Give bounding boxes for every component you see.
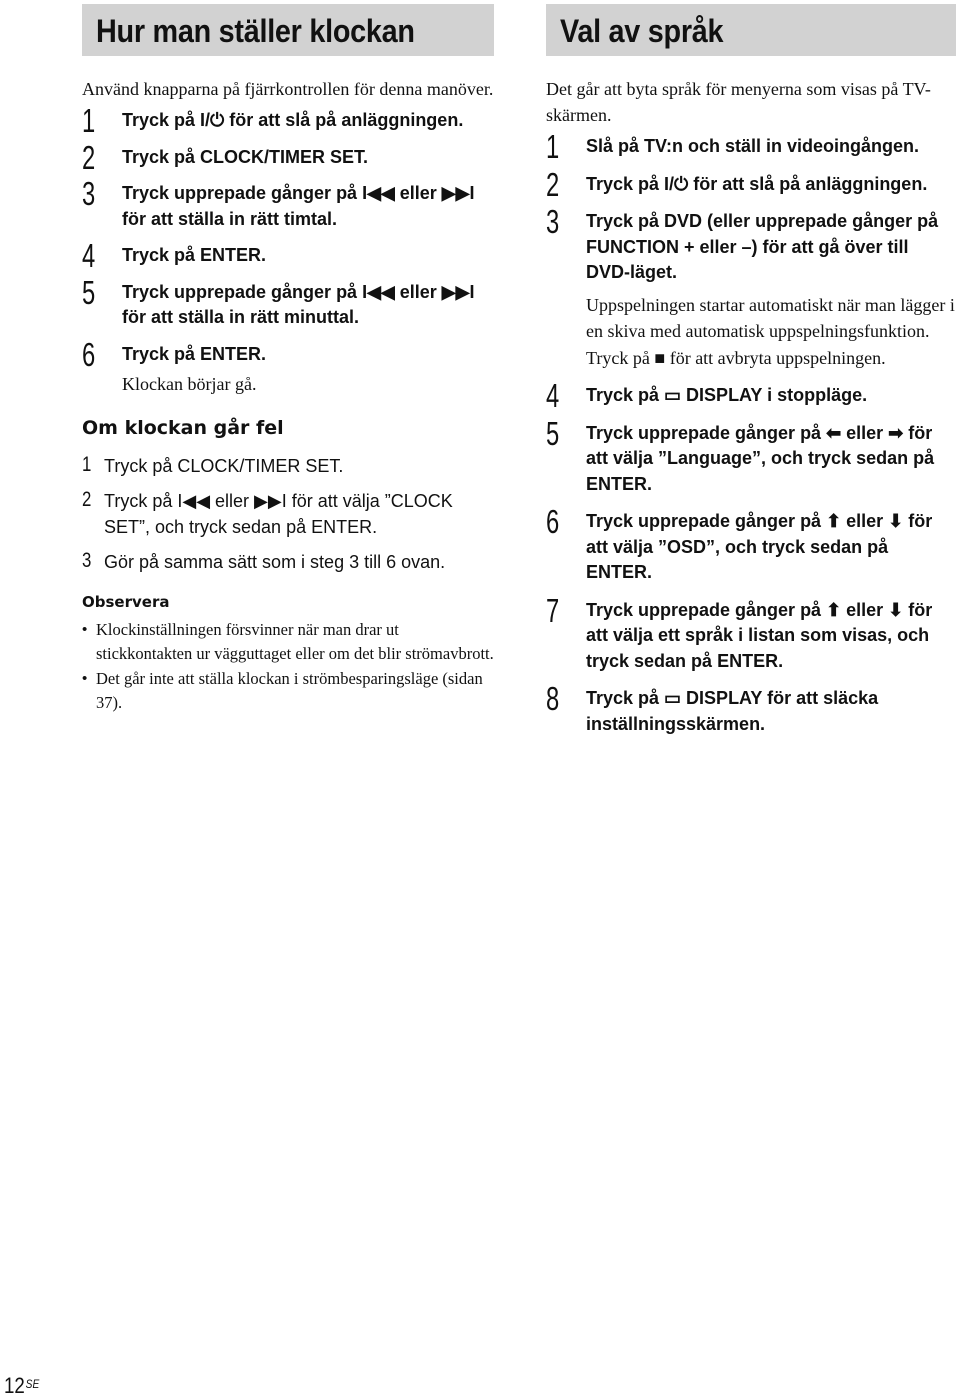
clock-step <box>82 102 494 139</box>
language-step <box>546 680 956 737</box>
step-text: Tryck på CLOCK/TIMER SET. <box>122 146 369 167</box>
step-number: 2 <box>546 165 560 203</box>
clock-step <box>82 237 494 274</box>
step-text: Tryck upprepade gånger på I◀◀ eller ▶▶I för att ställa in rätt timtal. <box>122 183 475 229</box>
step-text: Tryck på ▭ DISPLAY i stoppläge. <box>586 385 868 405</box>
notes-list <box>82 618 494 716</box>
step-text: Tryck upprepade gånger på I◀◀ eller ▶▶I för att ställa in rätt minuttal. <box>122 281 475 327</box>
step-text: Tryck på I◀◀ eller ▶▶I för att välja ”CLOCK SET”, och tryck sedan på ENTER. <box>104 491 453 537</box>
language-step <box>546 591 956 675</box>
step-text: Tryck på I/⏻ för att slå på anläggningen. <box>586 173 928 194</box>
step-text: Tryck på I/⏻ för att slå på anläggningen. <box>122 110 464 130</box>
step-number: 4 <box>546 377 560 414</box>
step-text: Tryck upprepade gånger på ⬆ eller ⬇ för att välja ”OSD”, och tryck sedan på ENTER. <box>586 511 933 582</box>
step-number: 5 <box>546 414 560 452</box>
step-note: Klockan börjar gå. <box>122 374 257 394</box>
language-steps <box>546 128 956 737</box>
note-item <box>82 667 494 716</box>
step-number: 6 <box>82 335 96 373</box>
step-note: Uppspelningen startar automatiskt när man lägger i en skiva med automatisk uppspelningsfunktion. Tryck på ■ för att avbryta uppspelningen. <box>586 294 955 368</box>
language-section-title: Val av språk <box>560 13 724 49</box>
step-text: Tryck på DVD (eller upprepade gånger på FUNCTION + eller –) för att gå över till DVD-läget. <box>586 211 939 282</box>
step-number: 1 <box>82 102 96 139</box>
step-text: Tryck upprepade gånger på ⬅ eller ➡ för att välja ”Language”, och tryck sedan på ENTER. <box>586 422 935 494</box>
clock-step <box>82 175 494 232</box>
step-number: 8 <box>546 680 560 717</box>
language-step <box>546 165 956 203</box>
clock-section <box>82 4 494 716</box>
step-number: 2 <box>82 138 96 176</box>
step-text: Gör på samma sätt som i steg 3 till 6 ovan. <box>104 552 446 572</box>
step-number: 1 <box>546 128 560 165</box>
page-number <box>4 1373 39 1399</box>
step-text: Tryck upprepade gånger på ⬆ eller ⬇ för att välja ett språk i listan som visas, och tryck sedan på ENTER. <box>586 599 933 671</box>
clock-section-title: Hur man ställer klockan <box>96 13 415 49</box>
step-text: Tryck på CLOCK/TIMER SET. <box>104 455 344 476</box>
step-text: Tryck på ▭ DISPLAY för att släcka inställningsskärmen. <box>586 688 879 734</box>
language-step <box>546 377 956 414</box>
language-step <box>546 203 956 371</box>
step-number: 5 <box>82 273 96 311</box>
language-intro: Det går att byta språk för menyerna som visas på TV-skärmen. <box>546 79 931 125</box>
clock-steps <box>82 102 494 398</box>
language-section <box>546 4 956 749</box>
clock-step <box>82 273 494 331</box>
language-step <box>546 128 956 165</box>
step-number: 3 <box>82 549 92 572</box>
note-item <box>82 618 494 667</box>
language-step <box>546 414 956 498</box>
page-number-value: 12 <box>4 1373 25 1398</box>
notes-heading: Observera <box>82 592 170 611</box>
step-text: Slå på TV:n och ställ in videoingången. <box>586 136 920 156</box>
clock-step <box>82 335 494 398</box>
troubleshoot-heading: Om klockan går fel <box>82 416 284 439</box>
language-step <box>546 503 956 586</box>
page-number-suffix: SE <box>25 1377 40 1391</box>
troubleshoot-step <box>82 550 494 576</box>
step-number: 2 <box>82 488 92 511</box>
note-text: • Klockinställningen försvinner när man drar ut stickkontakten ur vägguttaget eller om det blir strömavbrott. <box>96 619 494 663</box>
troubleshoot-step <box>82 489 494 540</box>
step-number: 1 <box>82 452 92 476</box>
step-number: 3 <box>546 203 560 240</box>
language-section-title-box <box>546 4 956 56</box>
clock-step <box>82 138 494 176</box>
step-text: Tryck på ENTER. <box>122 343 267 364</box>
troubleshoot-steps <box>82 454 494 576</box>
note-text: • Det går inte att ställa klockan i strömbesparingsläge (sidan 37). <box>96 668 483 712</box>
step-number: 4 <box>82 237 96 274</box>
step-text: Tryck på ENTER. <box>122 245 267 265</box>
clock-section-title-box <box>82 4 494 56</box>
troubleshoot-step <box>82 454 494 480</box>
step-number: 7 <box>546 591 560 629</box>
step-number: 3 <box>82 175 96 212</box>
clock-intro: Använd knapparna på fjärrkontrollen för denna manöver. <box>82 79 494 99</box>
step-number: 6 <box>546 503 560 540</box>
